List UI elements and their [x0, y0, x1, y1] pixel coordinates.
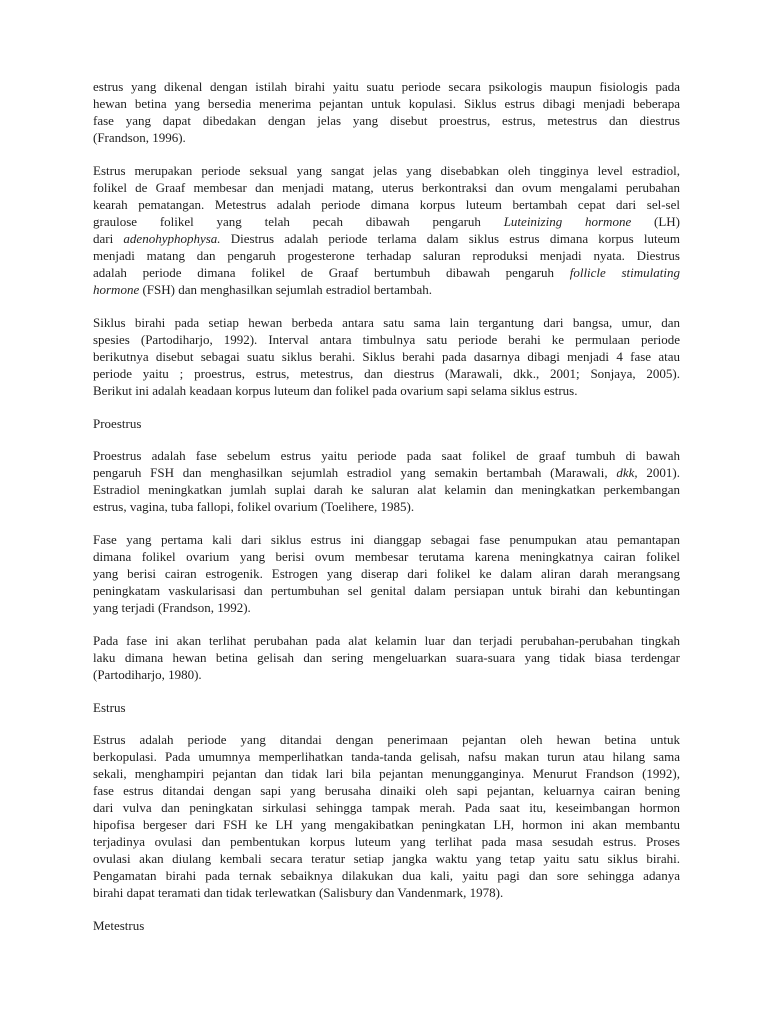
- text-line: [93, 649, 680, 666]
- text-line: [93, 599, 680, 616]
- text-run: (Partodiharjo, 1980).: [93, 667, 202, 682]
- text-run: peningkatam vaskularisasi dan pertumbuhan sel genital dalam persiapan untuk birahi dan kebuntingan: [93, 583, 680, 598]
- text-run: (Frandson, 1996).: [93, 130, 186, 145]
- text-line: [93, 799, 680, 816]
- text-line: [93, 382, 680, 399]
- italic-term: dkk,: [616, 465, 638, 480]
- text-line: [93, 765, 680, 782]
- text-line: [93, 666, 680, 683]
- italic-term: adenohyphophysa.: [123, 231, 221, 246]
- text-run: Fase yang pertama kali dari siklus estrus ini dianggap sebagai fase penumpukan atau pemantapan: [93, 532, 680, 547]
- text-line: [93, 314, 680, 331]
- text-run: fase yang dapat dibedakan dengan jelas yang disebut proestrus, estrus, metestrus dan diestrus: [93, 113, 680, 128]
- text-run: Berikut ini adalah keadaan korpus luteum dan folikel pada ovarium sapi selama siklus estrus.: [93, 383, 578, 398]
- text-line: [93, 850, 680, 867]
- text-line: [93, 565, 680, 582]
- text-run: Estrus adalah periode yang ditandai dengan penerimaan pejantan oleh hewan betina untuk: [93, 732, 680, 747]
- text-line: [93, 365, 680, 382]
- text-run: dari vulva dan peningkatan sirkulasi sehingga tampak merah. Pada saat itu, keseimbangan hormon: [93, 800, 680, 815]
- text-run: Siklus birahi pada setiap hewan berbeda antara satu sama lain tergantung dari bangsa, umur, dan: [93, 315, 680, 330]
- text-line: [93, 264, 680, 281]
- text-run: 2001).: [637, 465, 680, 480]
- text-run: Metestrus: [93, 918, 145, 933]
- text-line: [93, 481, 680, 498]
- text-run: folikel de Graaf membesar dan menjadi matang, uterus berkontraksi dan ovum mengalami perubahan: [93, 180, 680, 195]
- text-run: Proestrus adalah fase sebelum estrus yaitu periode pada saat folikel de graaf tumbuh di bawah: [93, 448, 680, 463]
- text-line: [93, 531, 680, 548]
- text-run: (FSH) dan menghasilkan sejumlah estradiol bertambah.: [139, 282, 433, 297]
- text-run: graulose folikel yang telah pecah dibawah pengaruh: [93, 214, 504, 229]
- text-run: Pengamatan birahi pada ternak sebaiknya dilakukan dua kali, yaitu pagi dan sore sehingga adanya: [93, 868, 680, 883]
- text-run: hipofisa bergeser dari FSH ke LH yang mengakibatkan peningkatan LH, hormon ini akan membantu: [93, 817, 680, 832]
- text-run: kearah pematangan. Metestrus adalah periode dimana korpus luteum bertambah cepat dari sel-sel: [93, 197, 680, 212]
- text-run: Pada fase ini akan terlihat perubahan pada alat kelamin luar dan terjadi perubahan-perubahan tingkah: [93, 633, 680, 648]
- section-heading: [93, 699, 680, 716]
- text-line: [93, 415, 680, 432]
- text-line: [93, 281, 680, 298]
- text-run: menjadi matang dan pengaruh progesterone terhadap saluran reproduksi menjadi nyata. Diestrus: [93, 248, 680, 263]
- text-run: spesies (Partodiharjo, 1992). Interval antara timbulnya satu periode berahi ke permulaan periode: [93, 332, 680, 347]
- text-run: berikutnya disebut sebagai suatu siklus berahi. Siklus berahi pada dasarnya dibagi menjadi 4 fase atau: [93, 349, 680, 364]
- text-line: [93, 213, 680, 230]
- text-run: yang berisi cairan estrogenik. Estrogen yang diserap dari folikel ke dalam aliran darah merangsang: [93, 566, 680, 581]
- text-line: [93, 582, 680, 599]
- paragraph: [93, 632, 680, 683]
- text-run: estrus, vagina, tuba fallopi, folikel ovarium (Toelihere, 1985).: [93, 499, 415, 514]
- text-run: ovulasi akan diulang kembali secara teratur setiap jangka waktu yang tetap yaitu satu siklus birahi.: [93, 851, 680, 866]
- text-line: [93, 833, 680, 850]
- text-run: Estradiol meningkatkan jumlah suplai darah ke saluran alat kelamin dan meningkatkan perkembangan: [93, 482, 680, 497]
- text-line: [93, 112, 680, 129]
- text-line: [93, 498, 680, 515]
- text-line: [93, 884, 680, 901]
- text-run: adalah periode dimana folikel de Graaf bertumbuh dibawah pengaruh: [93, 265, 570, 280]
- text-run: laku dimana hewan betina gelisah dan sering mengeluarkan suara-suara yang tidak biasa terdengar: [93, 650, 680, 665]
- paragraph: [93, 447, 680, 515]
- paragraph: [93, 531, 680, 616]
- paragraph: [93, 731, 680, 901]
- text-run: periode yaitu ; proestrus, estrus, metestrus, dan diestrus (Marawali, dkk., 2001; Sonjaya, 2005).: [93, 366, 680, 381]
- text-line: [93, 129, 680, 146]
- text-line: [93, 247, 680, 264]
- text-run: estrus yang dikenal dengan istilah birahi yaitu suatu periode secara psikologis maupun fisiologis pada: [93, 79, 680, 94]
- text-line: [93, 699, 680, 716]
- text-run: dimana folikel ovarium yang berisi ovum membesar terutama karena meningkatnya cairan folikel: [93, 549, 680, 564]
- text-line: [93, 331, 680, 348]
- text-run: Estrus merupakan periode seksual yang sangat jelas yang disebabkan oleh tingginya level estradiol,: [93, 163, 680, 178]
- text-run: (LH): [631, 214, 680, 229]
- text-line: [93, 196, 680, 213]
- text-line: [93, 78, 680, 95]
- text-run: fase estrus ditandai dengan sapi yang berusaha dinaiki oleh sapi pejantan, keluarnya cairan bening: [93, 783, 680, 798]
- paragraph: [93, 162, 680, 298]
- text-line: [93, 748, 680, 765]
- text-run: Estrus: [93, 700, 126, 715]
- text-run: Proestrus: [93, 416, 142, 431]
- text-run: dari: [93, 231, 124, 246]
- text-line: [93, 162, 680, 179]
- text-line: [93, 348, 680, 365]
- text-line: [93, 95, 680, 112]
- section-heading: [93, 917, 680, 934]
- text-run: sekali, menghampiri pejantan dan tidak lari bila pejantan menungganginya. Menurut Frandson (1992),: [93, 766, 680, 781]
- text-line: [93, 917, 680, 934]
- italic-term: Luteinizing hormone: [503, 214, 632, 229]
- text-run: yang terjadi (Frandson, 1992).: [93, 600, 251, 615]
- italic-term: hormone: [93, 282, 140, 297]
- text-run: terjadinya ovulasi dan pembentukan korpus luteum yang terlihat pada masa sesudah estrus. Proses: [93, 834, 680, 849]
- text-run: Diestrus adalah periode terlama dalam siklus estrus dimana korpus luteum: [220, 231, 680, 246]
- text-run: pengaruh FSH dan menghasilkan sejumlah estradiol yang semakin bertambah (Marawali,: [93, 465, 617, 480]
- text-line: [93, 731, 680, 748]
- section-heading: [93, 415, 680, 432]
- document-body: [93, 78, 680, 934]
- paragraph: [93, 314, 680, 399]
- text-line: [93, 447, 680, 464]
- text-line: [93, 179, 680, 196]
- text-line: [93, 782, 680, 799]
- text-line: [93, 230, 680, 247]
- italic-term: follicle stimulating: [569, 265, 680, 280]
- text-line: [93, 632, 680, 649]
- text-line: [93, 867, 680, 884]
- text-run: birahi dapat teramati dan tidak terlewatkan (Salisbury dan Vandenmark, 1978).: [93, 885, 504, 900]
- text-run: berkopulasi. Pada umumnya memperlihatkan tanda-tanda gelisah, nafsu makan turun atau hilang sama: [93, 749, 680, 764]
- paragraph: [93, 78, 680, 146]
- text-run: hewan betina yang bersedia menerima pejantan untuk kopulasi. Siklus estrus dibagi menjadi beberapa: [93, 96, 680, 111]
- text-line: [93, 464, 680, 481]
- text-line: [93, 548, 680, 565]
- text-line: [93, 816, 680, 833]
